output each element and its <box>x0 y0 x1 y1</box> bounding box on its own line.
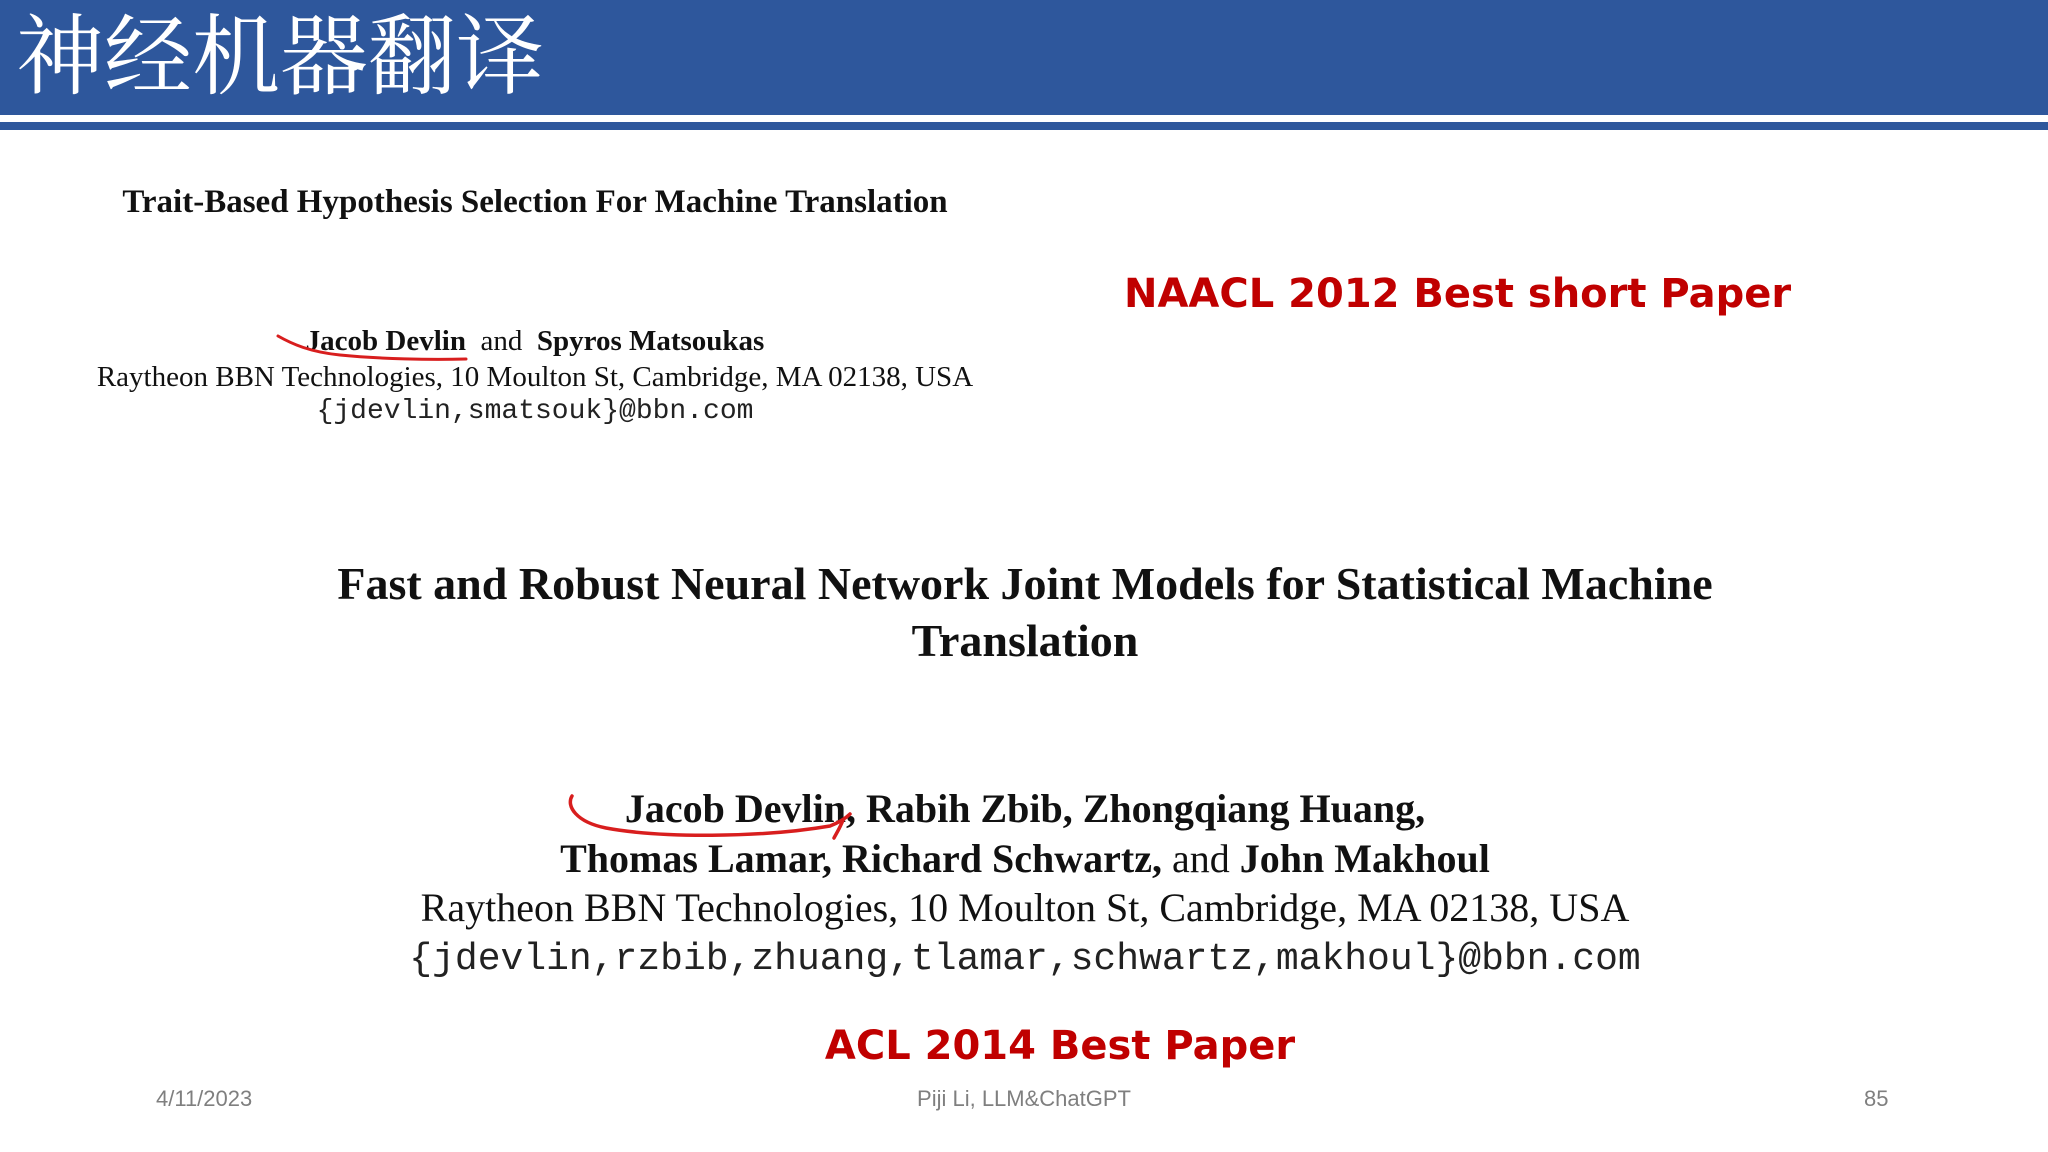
paper2-award: ACL 2014 Best Paper <box>824 1023 1296 1069</box>
paper1-author-devlin: Jacob Devlin <box>305 325 466 357</box>
paper2-title-line-2: Translation <box>911 615 1139 666</box>
footer-date: 4/11/2023 <box>156 1086 253 1111</box>
paper1-author-matsoukas: Spyros Matsoukas <box>536 325 765 357</box>
paper2-authors-conjunction: and <box>1171 836 1230 881</box>
paper1-authors <box>60 322 1010 360</box>
footer-page-number: 85 <box>1864 1086 1889 1111</box>
paper2-authors-line-2 <box>140 834 1910 884</box>
paper1-author-conjunction: and <box>480 325 523 357</box>
paper2-authors-line-2-a: Thomas Lamar, Richard Schwartz, <box>560 836 1162 881</box>
paper2-authors-line-1: Jacob Devlin, Rabih Zbib, Zhongqiang Huang, <box>624 786 1426 831</box>
paper1-affiliation: Raytheon BBN Technologies, 10 Moulton St, Cambridge, MA 02138, USA <box>96 361 974 393</box>
paper2-title <box>140 555 1910 669</box>
paper1-title: Trait-Based Hypothesis Selection For Machine Translation <box>122 184 948 220</box>
title-bar <box>0 0 2048 115</box>
title-divider <box>0 122 2048 130</box>
footer-author: Piji Li, LLM&ChatGPT <box>917 1086 1131 1111</box>
slide-title: 神经机器翻译 <box>16 5 545 108</box>
paper2-email: {jdevlin,rzbib,zhuang,tlamar,schwartz,makhoul}@bbn.com <box>409 938 1641 981</box>
paper2-title-line-1: Fast and Robust Neural Network Joint Models for Statistical Machine <box>337 558 1713 609</box>
paper1-email: {jdevlin,smatsouk}@bbn.com <box>316 396 754 427</box>
paper2-authors-line-2-b: John Makhoul <box>1239 836 1490 881</box>
paper1-award: NAACL 2012 Best short Paper <box>1124 271 1792 317</box>
paper2-affiliation: Raytheon BBN Technologies, 10 Moulton St, Cambridge, MA 02138, USA <box>420 885 1630 930</box>
